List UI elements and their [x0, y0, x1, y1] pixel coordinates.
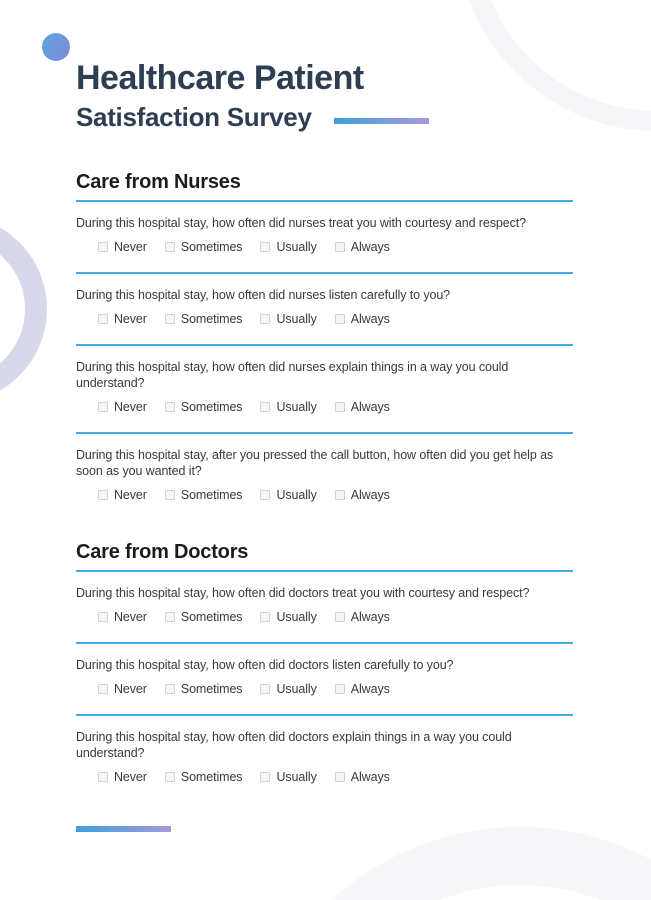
checkbox-icon[interactable] [165, 242, 175, 252]
question-block [76, 346, 573, 434]
checkbox-icon[interactable] [335, 684, 345, 694]
options-row [76, 240, 573, 254]
option-usually[interactable] [260, 400, 316, 414]
option-always[interactable] [335, 240, 390, 254]
survey-body [76, 170, 573, 784]
section-title: Care from Doctors [76, 540, 573, 572]
checkbox-icon[interactable] [165, 314, 175, 324]
question-text: During this hospital stay, how often did doctors explain things in a way you could understand? [76, 730, 512, 760]
option-label: Always [350, 610, 390, 624]
option-label: Never [114, 488, 147, 502]
option-sometimes[interactable] [165, 488, 243, 502]
option-label: Always [350, 312, 390, 326]
options-row [76, 770, 573, 784]
section-title: Care from Nurses [76, 170, 573, 202]
question-block [76, 274, 573, 346]
page-header [76, 0, 573, 132]
checkbox-icon[interactable] [98, 314, 108, 324]
option-label: Never [114, 770, 147, 784]
checkbox-icon[interactable] [335, 612, 345, 622]
checkbox-icon[interactable] [260, 242, 270, 252]
option-label: Never [114, 240, 147, 254]
checkbox-icon[interactable] [98, 612, 108, 622]
option-sometimes[interactable] [165, 610, 243, 624]
option-always[interactable] [335, 770, 390, 784]
option-usually[interactable] [260, 610, 316, 624]
checkbox-icon[interactable] [165, 612, 175, 622]
option-label: Always [350, 770, 390, 784]
question-text: During this hospital stay, how often did doctors listen carefully to you? [76, 658, 454, 672]
option-always[interactable] [335, 610, 390, 624]
checkbox-icon[interactable] [165, 490, 175, 500]
page-title-line2: Satisfaction Survey [76, 102, 312, 132]
option-label: Always [350, 488, 390, 502]
checkbox-icon[interactable] [98, 402, 108, 412]
checkbox-icon[interactable] [260, 772, 270, 782]
page-title-line1: Healthcare Patient [76, 59, 364, 97]
question-block [76, 434, 573, 502]
option-always[interactable] [335, 682, 390, 696]
page-title-row [76, 102, 573, 132]
option-sometimes[interactable] [165, 770, 243, 784]
checkbox-icon[interactable] [98, 490, 108, 500]
option-label: Never [114, 610, 147, 624]
page-content [76, 0, 573, 784]
question-block [76, 644, 573, 716]
option-always[interactable] [335, 312, 390, 326]
options-row [76, 682, 573, 696]
option-label: Usually [276, 610, 317, 624]
option-sometimes[interactable] [165, 312, 243, 326]
question-text: During this hospital stay, after you pressed the call button, how often did you get help as soon as you wanted it? [76, 448, 554, 478]
title-accent-bar [334, 118, 429, 124]
option-never[interactable] [98, 682, 147, 696]
option-label: Always [350, 682, 390, 696]
question-text: During this hospital stay, how often did nurses treat you with courtesy and respect? [76, 216, 526, 230]
option-label: Usually [276, 240, 317, 254]
checkbox-icon[interactable] [260, 314, 270, 324]
checkbox-icon[interactable] [260, 490, 270, 500]
footer-accent-bar [76, 826, 171, 832]
checkbox-icon[interactable] [335, 242, 345, 252]
option-usually[interactable] [260, 488, 316, 502]
option-label: Usually [276, 682, 317, 696]
checkbox-icon[interactable] [335, 402, 345, 412]
option-label: Always [350, 400, 390, 414]
option-always[interactable] [335, 488, 390, 502]
option-label: Sometimes [180, 400, 243, 414]
question-text: During this hospital stay, how often did doctors treat you with courtesy and respect? [76, 586, 530, 600]
option-sometimes[interactable] [165, 240, 243, 254]
option-label: Sometimes [180, 240, 243, 254]
option-sometimes[interactable] [165, 682, 243, 696]
option-label: Sometimes [180, 488, 243, 502]
option-never[interactable] [98, 240, 147, 254]
checkbox-icon[interactable] [98, 684, 108, 694]
option-label: Sometimes [180, 610, 243, 624]
option-never[interactable] [98, 312, 147, 326]
question-text: During this hospital stay, how often did nurses listen carefully to you? [76, 288, 451, 302]
option-label: Usually [276, 770, 317, 784]
checkbox-icon[interactable] [98, 772, 108, 782]
options-row [76, 400, 573, 414]
checkbox-icon[interactable] [165, 684, 175, 694]
option-never[interactable] [98, 610, 147, 624]
checkbox-icon[interactable] [335, 490, 345, 500]
checkbox-icon[interactable] [260, 684, 270, 694]
option-label: Never [114, 312, 147, 326]
option-label: Sometimes [180, 682, 243, 696]
option-label: Sometimes [180, 770, 243, 784]
question-block [76, 202, 573, 274]
header-dot-icon [42, 33, 70, 61]
checkbox-icon[interactable] [335, 314, 345, 324]
checkbox-icon[interactable] [165, 772, 175, 782]
option-label: Sometimes [180, 312, 243, 326]
option-never[interactable] [98, 770, 147, 784]
decorative-ring-left [0, 215, 47, 403]
option-label: Never [114, 682, 147, 696]
option-never[interactable] [98, 400, 147, 414]
option-never[interactable] [98, 488, 147, 502]
option-sometimes[interactable] [165, 400, 243, 414]
option-usually[interactable] [260, 240, 316, 254]
options-row [76, 312, 573, 326]
option-always[interactable] [335, 400, 390, 414]
option-usually[interactable] [260, 770, 316, 784]
checkbox-icon[interactable] [98, 242, 108, 252]
question-block [76, 716, 573, 784]
checkbox-icon[interactable] [335, 772, 345, 782]
option-label: Usually [276, 488, 317, 502]
decorative-ring-bottom-right [240, 827, 651, 900]
question-text: During this hospital stay, how often did nurses explain things in a way you could understand? [76, 360, 509, 390]
options-row [76, 488, 573, 502]
checkbox-icon[interactable] [260, 612, 270, 622]
option-usually[interactable] [260, 312, 316, 326]
option-usually[interactable] [260, 682, 316, 696]
checkbox-icon[interactable] [165, 402, 175, 412]
option-label: Always [350, 240, 390, 254]
checkbox-icon[interactable] [260, 402, 270, 412]
question-block [76, 572, 573, 644]
option-label: Usually [276, 312, 317, 326]
option-label: Usually [276, 400, 317, 414]
option-label: Never [114, 400, 147, 414]
options-row [76, 610, 573, 624]
